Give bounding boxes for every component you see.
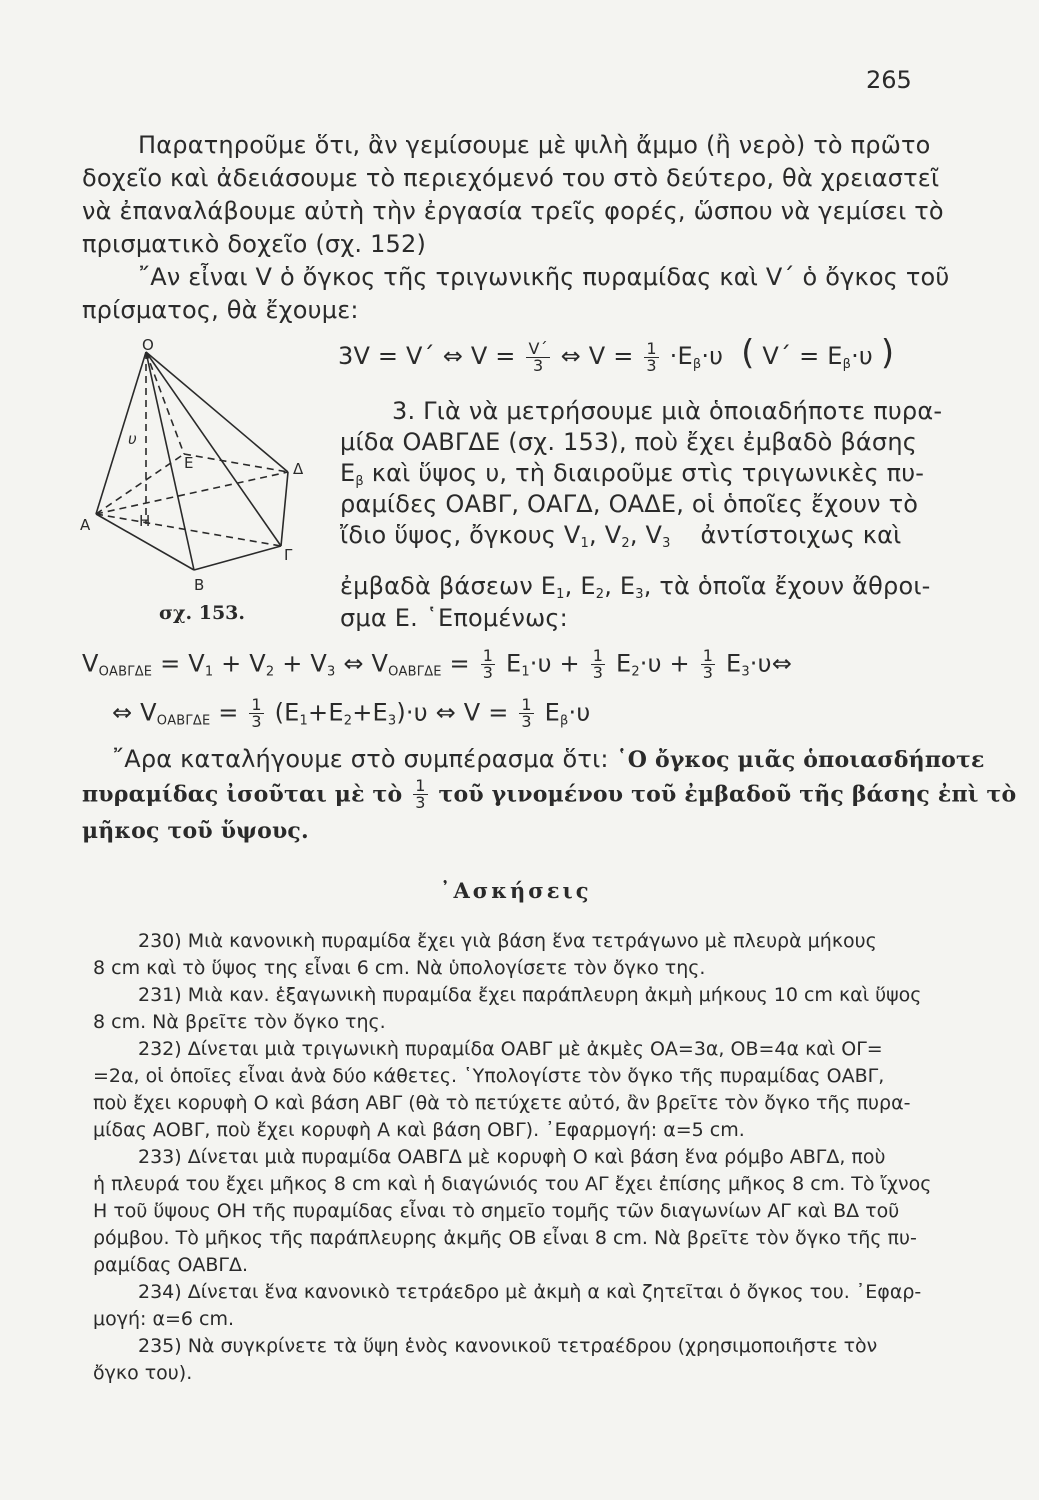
formula-volume-relation: 3V = V΄ ⇔ V = $\frac{V΄}{3}$ ⇔ V = $\frac{1}{3}$ $\cdot E_\beta\cdot\upsilon$ ( $V΄ = E_\beta\cdot\upsilon$ ) <box>338 333 895 375</box>
exercise-233-line-4: ρόμβου. Τὸ μῆκος τῆς παράπλευρης ἀκμῆς ΟΒ εἶναι 8 cm. Νὰ βρεῖτε τὸν ὄγκο τῆς πυ- <box>93 1227 917 1249</box>
formula-sum-volumes: $V_{OAB\Gamma\Delta E} = V_1 + V_2 + V_3$ ⇔ $V_{OAB\Gamma\Delta E}$ = $\frac{1}{3}$ $E_1\cdot\upsilon$ + $\frac{1}{3}$ $E_2\cdot\upsilon$ + $\frac{1}{3}$ $E_3\cdot\upsilon\Leftrightarrow$ <box>82 646 793 682</box>
exercise-233-line-1: 233) Δίνεται μιὰ πυραμίδα ΟΑΒΓΔ μὲ κορυφὴ Ο καὶ βάση ἕνα ρόμβο ΑΒΓΔ, ποὺ <box>138 1146 886 1168</box>
exercise-230-line-2: 8 cm καὶ τὸ ὕψος της εἶναι 6 cm. Νὰ ὑπολογίσετε τὸν ὄγκο της. <box>93 957 706 979</box>
exercise-233-line-2: ἡ πλευρά του ἔχει μῆκος 8 cm καὶ ἡ διαγώνιός του ΑΓ ἔχει ἐπίσης μῆκος 8 cm. Τὸ ἴχνος <box>93 1173 932 1195</box>
intro-line-5: ῎Αν εἶναι V ὁ ὄγκος τῆς τριγωνικῆς πυραμίδας καὶ V΄ ὁ ὄγκος τοῦ <box>138 263 950 291</box>
diag-AD <box>96 472 288 514</box>
exercise-230-line-1: 230) Μιὰ κανονικὴ πυραμίδα ἔχει γιὰ βάση ἕνα τετράγωνο μὲ πλευρὰ μήκους <box>138 930 877 952</box>
edge-GD <box>281 472 288 546</box>
edge-OA <box>96 352 146 514</box>
intro-line-1: Παρατηροῦμε ὅτι, ἂν γεμίσουμε μὲ ψιλὴ ἄμμο (ἢ νερὸ) τὸ πρῶτο <box>138 131 931 159</box>
exercise-234-line-2: μογή: α=6 cm. <box>93 1308 235 1330</box>
sec3-line-6: ἐμβαδὰ βάσεων $E_1$, $E_2$, $E_3$, τὰ ὁποῖα ἔχουν ἄθροι- <box>340 572 931 602</box>
sec3-line-4: ραμίδες ΟΑΒΓ, ΟΑΓΔ, ΟΑΔΕ, οἱ ὁποῖες ἔχουν τὸ <box>340 490 919 518</box>
exercise-231-line-2: 8 cm. Νὰ βρεῖτε τὸν ὄγκο της. <box>93 1011 386 1033</box>
intro-line-4: πρισματικὸ δοχεῖο (σχ. 152) <box>82 230 427 258</box>
sec3-line-5: ἴδιο ὕψος, ὄγκους $V_1$, $V_2$, $V_3$ ἀντίστοιχως καὶ <box>340 521 902 551</box>
label-A: A <box>80 516 91 534</box>
page-number: 265 <box>866 66 912 94</box>
exercises-heading: ᾽Ασκήσεις <box>440 878 592 903</box>
label-H: H <box>139 512 151 530</box>
label-B: B <box>194 576 205 594</box>
label-G: Γ <box>284 546 293 564</box>
intro-line-6: πρίσματος, θὰ ἔχουμε: <box>82 296 359 324</box>
conclusion-line-2: πυραμίδας ἰσοῦται μὲ τὸ $\frac{1}{3}$ τοῦ γινομένου τοῦ ἐμβαδοῦ τῆς βάσης ἐπὶ τὸ <box>82 776 1017 812</box>
edge-ED <box>184 454 288 472</box>
conclusion-line-3: μῆκος τοῦ ὕψους. <box>82 818 309 844</box>
pyramid-figure <box>76 334 326 594</box>
edge-BG <box>194 546 281 570</box>
exercise-232-line-1: 232) Δίνεται μιὰ τριγωνικὴ πυραμίδα ΟΑΒΓ μὲ ἀκμὲς ΟΑ=3α, ΟΒ=4α καὶ ΟΓ= <box>138 1038 883 1060</box>
sec3-line-1: 3. Γιὰ νὰ μετρήσουμε μιὰ ὁποιαδήποτε πυρα- <box>392 397 943 425</box>
exercise-235-line-1: 235) Νὰ συγκρίνετε τὰ ὕψη ἑνὸς κανονικοῦ τετραέδρου (χρησιμοποιῆστε τὸν <box>138 1335 878 1357</box>
sec3-line-3: $E_\beta$ καὶ ὕψος υ, τὴ διαιροῦμε στὶς τριγωνικὲς πυ- <box>340 459 925 489</box>
exercise-232-line-2: =2α, οἱ ὁποῖες εἶναι ἀνὰ δύο κάθετες. ῾Υπολογίστε τὸν ὄγκο τῆς πυραμίδας ΟΑΒΓ, <box>93 1065 885 1087</box>
exercise-231-line-1: 231) Μιὰ καν. ἑξαγωνικὴ πυραμίδα ἔχει παράπλευρη ἀκμὴ μήκους 10 cm καὶ ὕψος <box>138 984 922 1006</box>
exercise-233-line-5: ραμίδας ΟΑΒΓΔ. <box>93 1254 249 1276</box>
exercise-232-line-4: μίδας ΑΟΒΓ, ποὺ ἔχει κορυφὴ Α καὶ βάση ΟΒΓ). ᾽Εφαρμογή: α=5 cm. <box>93 1119 745 1141</box>
conclusion-line-1: ῎Αρα καταλήγουμε στὸ συμπέρασμα ὅτι: ῾Ο ὄγκος μιᾶς ὁποιασδήποτε <box>112 745 985 773</box>
label-E: E <box>184 454 194 472</box>
exercise-234-line-1: 234) Δίνεται ἕνα κανονικὸ τετράεδρο μὲ ἀκμὴ α καὶ ζητεῖται ὁ ὄγκος του. ᾽Εφαρ- <box>138 1281 922 1303</box>
formula-pyramid-volume: ⇔ $V_{OAB\Gamma\Delta E}$ = $\frac{1}{3}$ $(E_1+E_2+E_3)\cdot\upsilon$ ⇔ V = $\frac{1}{3}$ $E_\beta\cdot\upsilon$ <box>112 695 591 731</box>
exercise-233-line-3: Η τοῦ ὕψους ΟΗ τῆς πυραμίδας εἶναι τὸ σημεῖο τομῆς τῶν διαγωνίων ΑΓ καὶ ΒΔ τοῦ <box>93 1200 900 1222</box>
intro-line-2: δοχεῖο καὶ ἀδειάσουμε τὸ περιεχόμενό του στὸ δεύτερο, θὰ χρειαστεῖ <box>82 164 940 192</box>
figure-caption: σχ. 153. <box>159 602 246 624</box>
intro-line-3: νὰ ἐπαναλάβουμε αὐτὴ τὴν ἐργασία τρεῖς φορές, ὥσπου νὰ γεμίσει τὸ <box>82 197 944 225</box>
label-O: O <box>142 336 154 354</box>
label-D: Δ <box>293 460 304 478</box>
exercise-232-line-3: ποὺ ἔχει κορυφὴ Ο καὶ βάση ΑΒΓ (θὰ τὸ πετύχετε αὐτό, ἂν βρεῖτε τὸν ὄγκο τῆς πυρα- <box>93 1092 911 1114</box>
sec3-line-2: μίδα ΟΑΒΓΔΕ (σχ. 153), ποὺ ἔχει ἐμβαδὸ βάσης <box>340 428 918 456</box>
label-u: υ <box>128 430 137 448</box>
exercise-235-line-2: ὄγκο του). <box>93 1362 193 1384</box>
edge-AE <box>96 454 184 514</box>
sec3-line-7: σμα Ε. ῾Επομένως: <box>340 604 568 632</box>
